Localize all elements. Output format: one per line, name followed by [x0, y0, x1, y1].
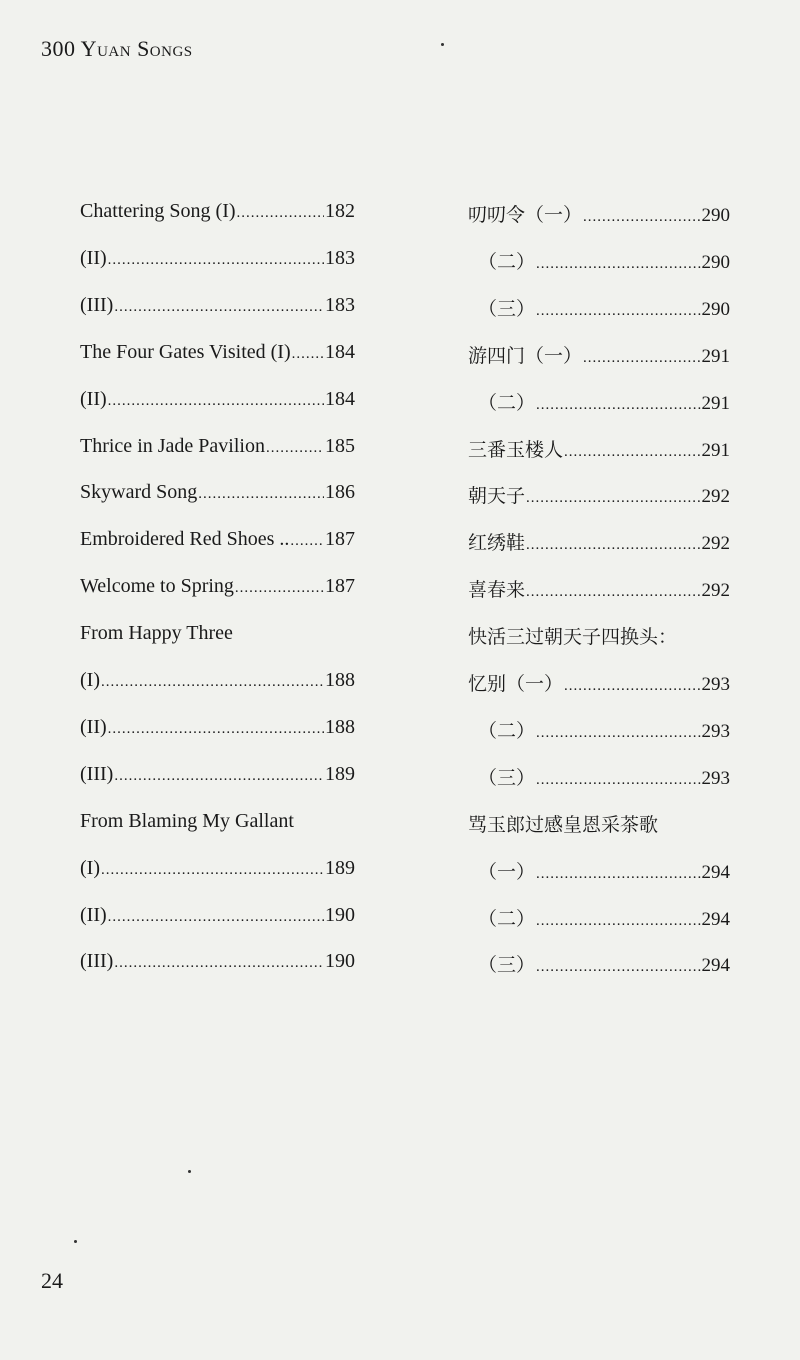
toc-entry-page: 188 — [325, 669, 355, 691]
toc-entry — [80, 904, 355, 927]
toc-entry — [80, 857, 355, 880]
toc-entry — [468, 294, 730, 321]
dot-leader — [536, 862, 700, 884]
dot-leader — [583, 346, 700, 368]
toc-entry-title: （二） — [478, 392, 536, 414]
toc-entry-page: 293 — [701, 674, 730, 695]
toc-entry-title: （三） — [478, 955, 536, 977]
toc-entry-title: Chattering Song (I) — [80, 200, 236, 222]
dot-leader — [198, 481, 324, 504]
toc-entry-page: 292 — [701, 486, 730, 508]
toc-entry — [468, 763, 730, 790]
toc-entry — [80, 481, 355, 504]
toc-entry-title: （三） — [478, 298, 536, 320]
dot-leader — [536, 955, 700, 977]
toc-entry — [468, 528, 730, 555]
toc-entry — [468, 857, 730, 884]
toc-entry-title: (I) — [80, 856, 100, 879]
toc-entry-page: 183 — [325, 293, 355, 316]
dot-leader — [108, 388, 324, 411]
toc-entry-page: 187 — [325, 528, 355, 551]
toc-entry-title: (III) — [80, 950, 114, 973]
toc-entry-page: 294 — [701, 861, 730, 883]
print-speck — [188, 1170, 191, 1173]
toc-entry-page: 190 — [325, 903, 355, 926]
toc-entry — [80, 294, 355, 317]
toc-entry — [468, 388, 730, 415]
toc-entry-page: 188 — [325, 715, 355, 738]
dot-leader — [536, 393, 700, 415]
toc-entry — [80, 622, 355, 645]
toc-entry-page: 185 — [325, 434, 355, 457]
dot-leader — [290, 528, 324, 551]
dot-leader — [526, 580, 700, 602]
toc-entry — [468, 575, 730, 602]
toc-entry — [468, 247, 730, 274]
toc-entry-title: Embroidered Red Shoes .. — [80, 528, 290, 551]
toc-entry-title: （一） — [478, 861, 536, 883]
toc-entry — [80, 575, 355, 598]
toc-entry — [80, 763, 355, 786]
toc-entry-title: 喜春来 — [468, 580, 526, 602]
toc-entry-title: From Happy Three — [80, 622, 233, 645]
toc-entry-page: 291 — [701, 345, 730, 367]
toc-entry-title: From Blaming My Gallant — [80, 809, 294, 832]
dot-leader — [292, 341, 324, 364]
toc-entry-title: 骂玉郎过感皇恩采茶歌 — [468, 814, 659, 836]
toc-entry-page: 187 — [325, 575, 355, 598]
dot-leader — [526, 486, 700, 508]
toc-entry-page: 183 — [325, 246, 355, 269]
toc-entry — [80, 388, 355, 411]
toc-entry-title: 游四门（一） — [468, 345, 583, 367]
toc-entry-page: 189 — [325, 762, 355, 785]
dot-leader — [536, 252, 700, 274]
toc-entry-title: （二） — [478, 251, 536, 273]
toc-entry-page: 290 — [701, 205, 730, 226]
dot-leader — [266, 435, 324, 458]
dot-leader — [108, 904, 324, 927]
toc-entry-page: 291 — [701, 439, 730, 461]
dot-leader — [108, 716, 324, 739]
toc-entry-title: （二） — [478, 908, 536, 930]
dot-leader — [108, 247, 324, 270]
toc-entry-page: 294 — [701, 955, 730, 977]
toc-entry — [468, 481, 730, 508]
toc-entry — [468, 716, 730, 743]
toc-entry-page: 294 — [701, 908, 730, 930]
toc-entry — [80, 341, 355, 364]
toc-entry-page: 291 — [701, 392, 730, 414]
dot-leader — [564, 674, 700, 696]
toc-entry — [80, 810, 355, 833]
dot-leader — [536, 768, 700, 790]
dot-leader — [237, 200, 324, 223]
toc-entry-title: (II) — [80, 387, 107, 410]
toc-entry-title: (I) — [80, 669, 100, 691]
toc-entry-page: 182 — [325, 200, 355, 222]
toc-entry — [468, 810, 730, 837]
dot-leader — [583, 205, 700, 227]
toc-entry-title: (II) — [80, 715, 107, 738]
toc-entry — [468, 669, 730, 696]
toc-entry — [80, 669, 355, 692]
toc-entry — [80, 247, 355, 270]
dot-leader — [101, 857, 324, 880]
toc-entry-title: Thrice in Jade Pavilion — [80, 434, 265, 457]
toc-entry — [468, 341, 730, 368]
dot-leader — [536, 721, 700, 743]
toc-entry-title: The Four Gates Visited (I) — [80, 340, 291, 363]
toc-entry-title: Skyward Song — [80, 481, 198, 504]
toc-entry-page: 290 — [701, 298, 730, 320]
page-number: 24 — [41, 1268, 63, 1293]
toc-entry-title: (III) — [80, 762, 114, 785]
toc-entry — [468, 435, 730, 462]
toc-entry — [80, 950, 355, 973]
dot-leader — [536, 909, 700, 931]
dot-leader — [536, 299, 700, 321]
toc-entry-page: 292 — [701, 580, 730, 602]
dot-leader — [114, 950, 324, 973]
dot-leader — [114, 763, 324, 786]
toc-entry-title: （二） — [478, 720, 536, 742]
toc-entry — [80, 716, 355, 739]
print-speck — [441, 43, 444, 46]
dot-leader — [564, 440, 700, 462]
toc-entry-title: 忆别（一） — [468, 674, 564, 695]
toc-entry — [80, 528, 355, 551]
toc-entry — [80, 200, 355, 223]
toc-entry-page: 293 — [701, 767, 730, 789]
toc-entry-title: （三） — [478, 767, 536, 789]
toc-entry-page: 190 — [325, 950, 355, 973]
toc-entry-page: 290 — [701, 251, 730, 273]
dot-leader — [101, 669, 324, 692]
toc-entry — [468, 904, 730, 931]
toc-entry — [80, 435, 355, 458]
toc-entry-page: 189 — [325, 856, 355, 879]
dot-leader — [235, 575, 324, 598]
toc-entry-page: 292 — [701, 533, 730, 555]
toc-entry — [468, 622, 730, 649]
toc-entry-title: 叨叨令（一） — [468, 205, 583, 226]
toc-entry-page: 184 — [325, 340, 355, 363]
toc-entry-title: Welcome to Spring — [80, 575, 234, 598]
toc-entry — [468, 950, 730, 977]
print-speck — [74, 1240, 77, 1243]
toc-entry-title: 朝天子 — [468, 486, 526, 508]
toc-entry-title: (II) — [80, 246, 107, 269]
toc-entry-title: (III) — [80, 293, 114, 316]
toc-entry-page: 184 — [325, 387, 355, 410]
dot-leader — [526, 533, 700, 555]
toc-entry-page: 186 — [325, 481, 355, 504]
toc-entry-title: 三番玉楼人 — [468, 439, 564, 461]
toc-entry-title: 快活三过朝天子四换头： — [468, 627, 678, 649]
toc-entry-title: (II) — [80, 903, 107, 926]
toc-entry-title: 红绣鞋 — [468, 533, 526, 555]
toc-entry — [468, 200, 730, 227]
toc-entry-page: 293 — [701, 720, 730, 742]
running-head: 300 Yuan Songs — [41, 36, 193, 61]
dot-leader — [114, 294, 324, 317]
